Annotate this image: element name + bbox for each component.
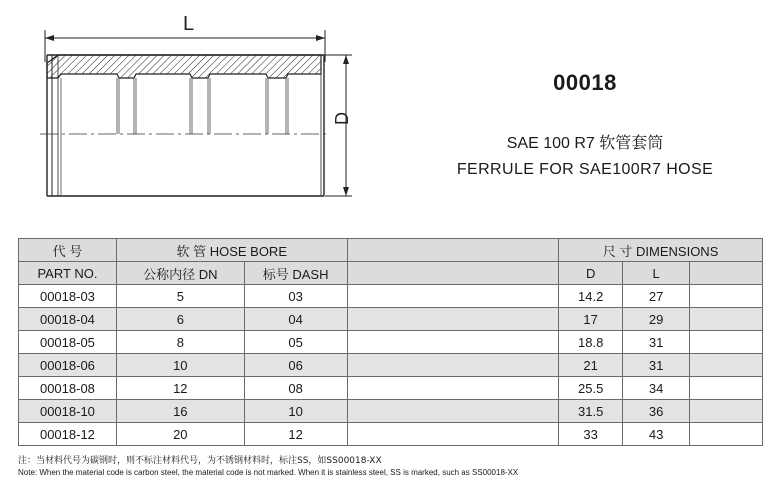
d-cell: 25.5 bbox=[559, 377, 623, 400]
table-row bbox=[19, 308, 763, 331]
spacer-cell-end bbox=[690, 377, 763, 400]
dash-cell: 10 bbox=[244, 400, 347, 423]
spacer-cell-end bbox=[690, 423, 763, 446]
l-cell: 34 bbox=[623, 377, 690, 400]
header-dash: 标号 DASH bbox=[244, 262, 347, 285]
header-spacer bbox=[347, 239, 559, 262]
header-spacer-end bbox=[690, 262, 763, 285]
part-no-cell: 00018-03 bbox=[19, 285, 117, 308]
table-row bbox=[19, 354, 763, 377]
header-d: D bbox=[559, 262, 623, 285]
product-title-en: FERRULE FOR SAE100R7 HOSE bbox=[456, 161, 714, 178]
part-no-cell: 00018-08 bbox=[19, 377, 117, 400]
spacer-cell-end bbox=[690, 400, 763, 423]
product-code: 00018 bbox=[553, 70, 617, 95]
part-no-cell: 00018-05 bbox=[19, 331, 117, 354]
dn-cell: 10 bbox=[116, 354, 244, 377]
table-row bbox=[19, 285, 763, 308]
diameter-label: D bbox=[332, 112, 352, 125]
d-cell: 18.8 bbox=[559, 331, 623, 354]
l-cell: 27 bbox=[623, 285, 690, 308]
note-en: Note: When the material code is carbon steel, the material code is not marked. When it is stainless steel, SS is marked, such as SS00018-XX bbox=[18, 468, 519, 477]
l-cell: 36 bbox=[623, 400, 690, 423]
dn-cell: 6 bbox=[116, 308, 244, 331]
dn-cell: 16 bbox=[116, 400, 244, 423]
spacer-cell-end bbox=[690, 308, 763, 331]
header-part-cn: 代 号 bbox=[19, 239, 117, 262]
d-cell: 21 bbox=[559, 354, 623, 377]
note-cn: 注：当材料代号为碳钢时，则不标注材料代号，为不锈钢材料时，标注SS，如SS00018-XX bbox=[18, 456, 382, 466]
ferrule-body bbox=[40, 55, 330, 196]
spacer-cell bbox=[347, 400, 559, 423]
dn-cell: 12 bbox=[116, 377, 244, 400]
spacer-cell bbox=[347, 354, 559, 377]
d-cell: 31.5 bbox=[559, 400, 623, 423]
header-l: L bbox=[623, 262, 690, 285]
table-row bbox=[19, 377, 763, 400]
dash-cell: 08 bbox=[244, 377, 347, 400]
title-block bbox=[420, 70, 750, 179]
spacer-cell bbox=[347, 423, 559, 446]
spacer-cell bbox=[347, 331, 559, 354]
dash-cell: 05 bbox=[244, 331, 347, 354]
l-cell: 29 bbox=[623, 308, 690, 331]
spacer-cell bbox=[347, 308, 559, 331]
d-cell: 33 bbox=[559, 423, 623, 446]
part-no-cell: 00018-04 bbox=[19, 308, 117, 331]
ferrule-drawing bbox=[0, 0, 380, 230]
d-cell: 17 bbox=[559, 308, 623, 331]
header-row-1 bbox=[19, 239, 763, 262]
table-row bbox=[19, 400, 763, 423]
l-cell: 31 bbox=[623, 354, 690, 377]
d-cell: 14.2 bbox=[559, 285, 623, 308]
header-row-2 bbox=[19, 262, 763, 285]
part-no-cell: 00018-06 bbox=[19, 354, 117, 377]
l-cell: 43 bbox=[623, 423, 690, 446]
header-dn: 公称内径 DN bbox=[116, 262, 244, 285]
product-title-cn: SAE 100 R7 软管套筒 bbox=[506, 135, 664, 152]
dn-cell: 20 bbox=[116, 423, 244, 446]
dash-cell: 06 bbox=[244, 354, 347, 377]
dn-cell: 5 bbox=[116, 285, 244, 308]
l-cell: 31 bbox=[623, 331, 690, 354]
dash-cell: 12 bbox=[244, 423, 347, 446]
spacer-cell-end bbox=[690, 331, 763, 354]
spacer-cell bbox=[347, 285, 559, 308]
table-row bbox=[19, 331, 763, 354]
header-dimensions: 尺 寸 DIMENSIONS bbox=[559, 239, 763, 262]
diameter-dimension bbox=[325, 55, 352, 196]
dash-cell: 03 bbox=[244, 285, 347, 308]
dn-cell: 8 bbox=[116, 331, 244, 354]
length-label: L bbox=[183, 13, 195, 35]
spec-table bbox=[18, 238, 763, 446]
header-part-no: PART NO. bbox=[19, 262, 117, 285]
spacer-cell bbox=[347, 377, 559, 400]
spacer-cell-end bbox=[690, 285, 763, 308]
table-row bbox=[19, 423, 763, 446]
header-hose-bore: 软 管 HOSE BORE bbox=[116, 239, 347, 262]
header-spacer bbox=[347, 262, 559, 285]
dash-cell: 04 bbox=[244, 308, 347, 331]
part-no-cell: 00018-12 bbox=[19, 423, 117, 446]
part-no-cell: 00018-10 bbox=[19, 400, 117, 423]
spacer-cell-end bbox=[690, 354, 763, 377]
